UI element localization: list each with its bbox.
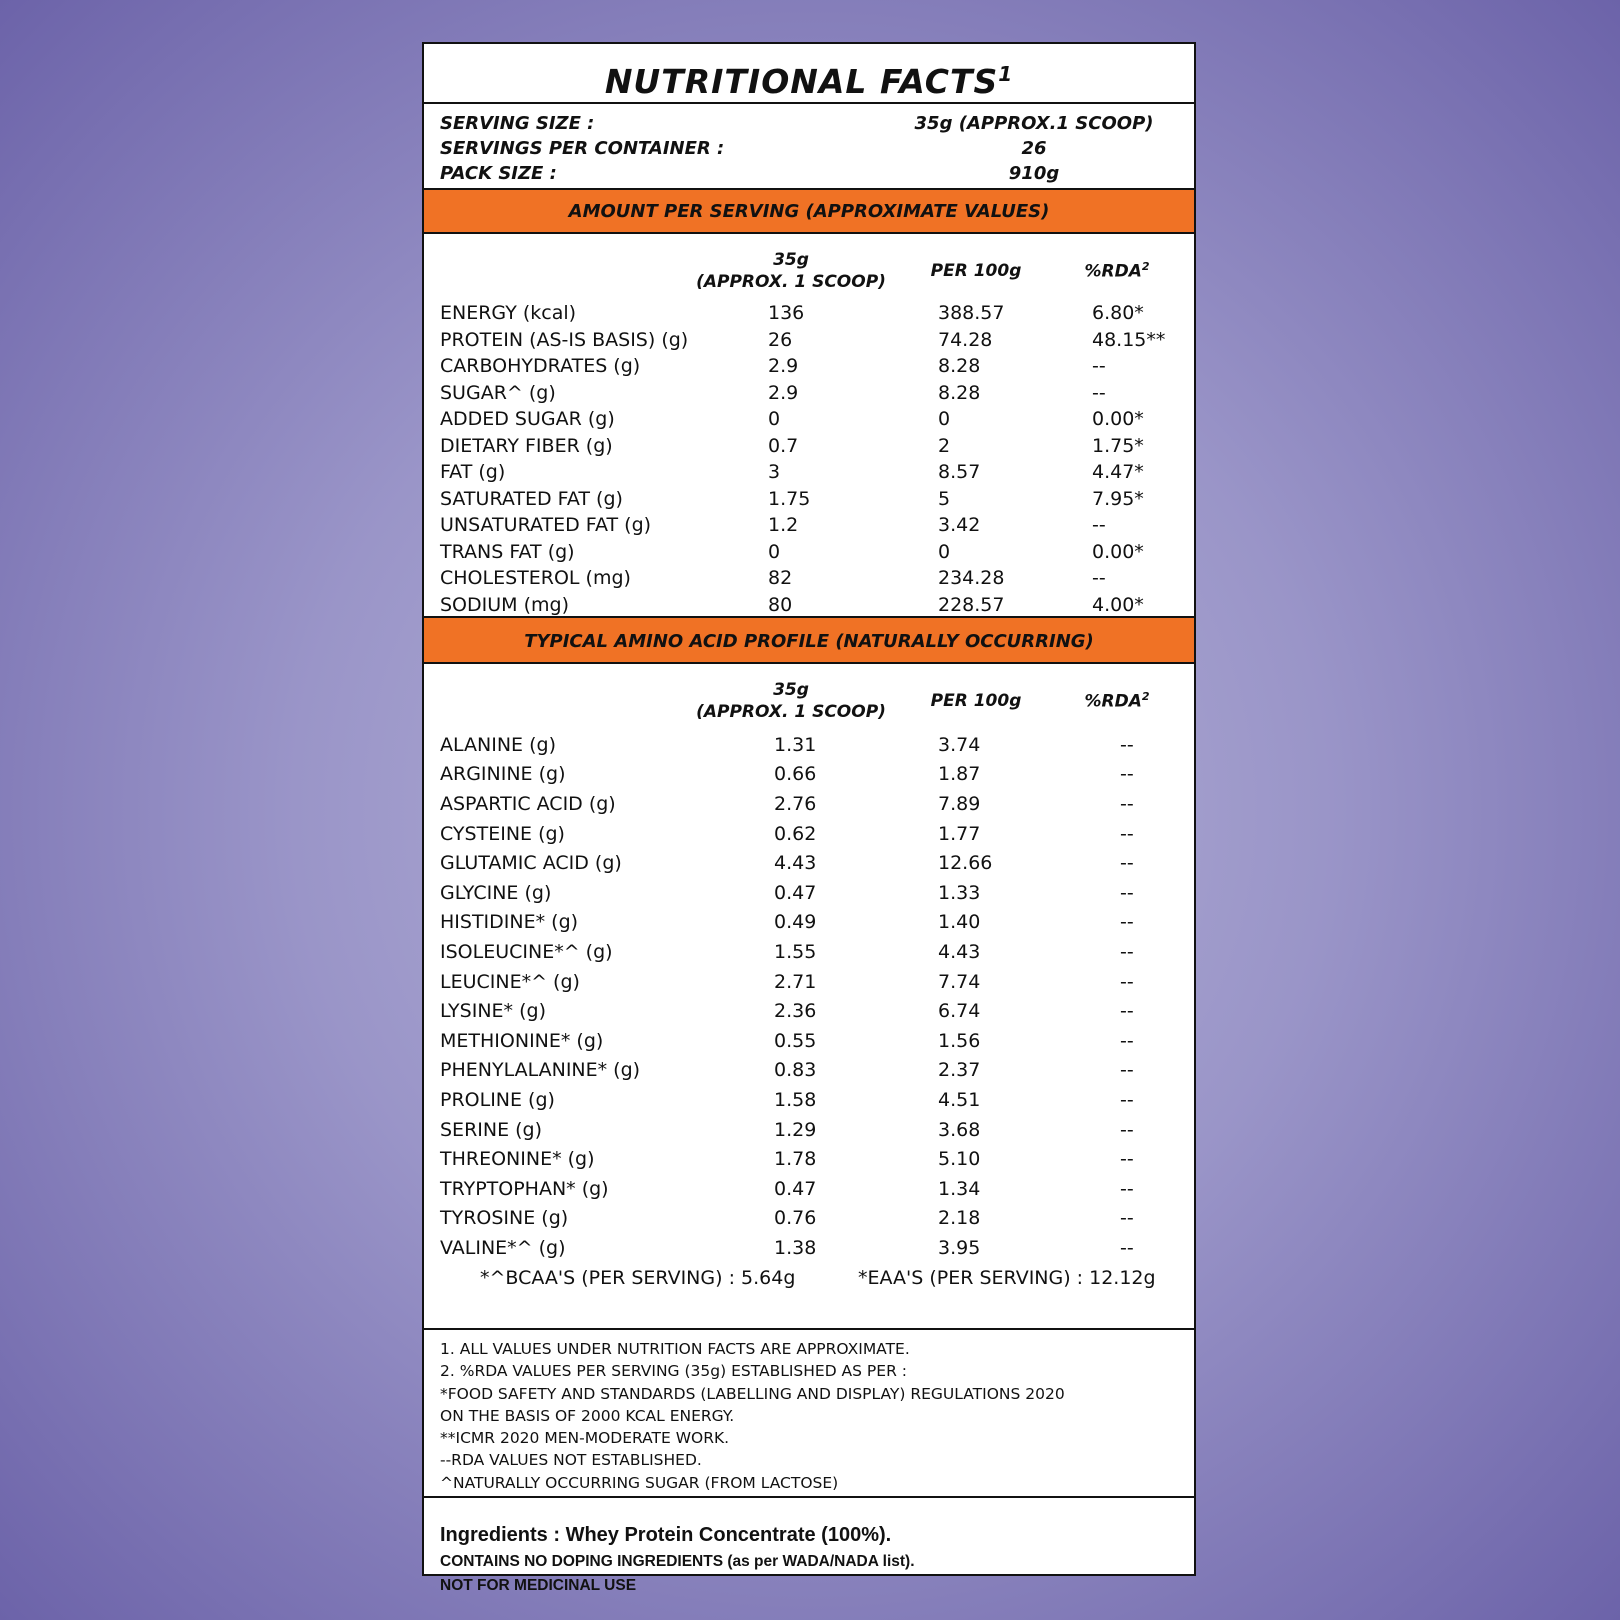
row-per100-value: 7.74 [938, 970, 981, 993]
row-name: CARBOHYDRATES (g) [440, 355, 641, 378]
row-name: PROLINE (g) [440, 1088, 555, 1111]
nutrient-row [440, 539, 1178, 566]
row-name: SODIUM (mg) [440, 593, 569, 616]
nutrient-row [440, 433, 1178, 460]
amino-acid-row [440, 789, 1178, 819]
row-rda-value: 0.00* [1092, 408, 1144, 431]
amino-acid-row [440, 760, 1178, 790]
row-rda-value: 48.15** [1092, 328, 1166, 351]
row-per100-value: 1.34 [938, 1177, 981, 1200]
row-serving-value: 0.76 [774, 1207, 817, 1230]
row-serving-value: 1.31 [774, 733, 817, 756]
row-rda-value: -- [1120, 1177, 1134, 1200]
row-per100-value: 1.56 [938, 1029, 981, 1052]
row-rda-value: -- [1120, 822, 1134, 845]
row-serving-value: 0.7 [768, 434, 799, 457]
row-serving-value: 2.36 [774, 1000, 817, 1023]
nutrition-label [422, 42, 1196, 1594]
row-rda-value: 6.80* [1092, 302, 1144, 325]
footnote: ON THE BASIS OF 2000 KCAL ENERGY. [440, 1406, 735, 1425]
nutrient-row [440, 459, 1178, 486]
row-serving-value: 2.71 [774, 970, 817, 993]
row-name: FAT (g) [440, 461, 506, 484]
row-name: SUGAR^ (g) [440, 381, 556, 404]
row-serving-value: 2.9 [768, 381, 799, 404]
row-per100-value: 0 [938, 408, 951, 431]
label-title: NUTRITIONAL FACTS$^1$ [604, 62, 1014, 101]
row-per100-value: 2 [938, 434, 951, 457]
footnote: 2. %RDA VALUES PER SERVING (35g) ESTABLISHED AS PER : [440, 1362, 907, 1381]
pack-size-row: PACK SIZE : 910g [440, 163, 1060, 184]
row-serving-value: 0 [768, 540, 781, 563]
row-serving-value: 1.78 [774, 1148, 817, 1171]
row-rda-value: -- [1120, 1207, 1134, 1230]
bcaa-total: *^BCAA'S (PER SERVING) : 5.64g [480, 1266, 796, 1289]
footnote: **ICMR 2020 MEN-MODERATE WORK. [440, 1429, 730, 1448]
row-name: LEUCINE*^ (g) [440, 970, 580, 993]
row-serving-value: 0.49 [774, 911, 817, 934]
amino-acid-band: TYPICAL AMINO ACID PROFILE (NATURALLY OCCURRING) [424, 616, 1194, 664]
row-rda-value: -- [1120, 733, 1134, 756]
row-rda-value: -- [1120, 1000, 1134, 1023]
amino-acid-section [424, 664, 1194, 1330]
row-per100-value: 4.51 [938, 1088, 981, 1111]
row-serving-value: 2.9 [768, 355, 799, 378]
row-rda-value: -- [1120, 852, 1134, 875]
row-serving-value: 0.55 [774, 1029, 817, 1052]
row-serving-value: 0.66 [774, 763, 817, 786]
amino-acid-row [440, 908, 1178, 938]
row-serving-value: 0 [768, 408, 781, 431]
row-serving-value: 82 [768, 567, 793, 590]
row-rda-value: -- [1092, 514, 1106, 537]
row-name: CHOLESTEROL (mg) [440, 567, 631, 590]
row-rda-value: 4.00* [1092, 593, 1144, 616]
row-rda-value: 0.00* [1092, 540, 1144, 563]
amino-acid-row [440, 1174, 1178, 1204]
amino-acid-row [440, 1204, 1178, 1234]
amino-acid-row [440, 878, 1178, 908]
doping-statement: CONTAINS NO DOPING INGREDIENTS (as per WADA/NADA list). [440, 1553, 915, 1570]
amino-acid-row [440, 819, 1178, 849]
row-rda-value: -- [1120, 1148, 1134, 1171]
nutrient-row [440, 327, 1178, 354]
row-per100-value: 8.57 [938, 461, 981, 484]
row-serving-value: 0.47 [774, 881, 817, 904]
row-name: PROTEIN (AS-IS BASIS) (g) [440, 328, 689, 351]
amino-acid-row [440, 996, 1178, 1026]
row-name: UNSATURATED FAT (g) [440, 514, 652, 537]
nutrient-row [440, 300, 1178, 327]
row-name: SATURATED FAT (g) [440, 487, 623, 510]
nutrient-row [440, 353, 1178, 380]
footnote: *FOOD SAFETY AND STANDARDS (LABELLING AND DISPLAY) REGULATIONS 2020 [440, 1384, 1065, 1403]
ingredients-text: Ingredients : Whey Protein Concentrate (100%). [440, 1524, 892, 1546]
row-per100-value: 388.57 [938, 302, 1005, 325]
eaa-total: *EAA'S (PER SERVING) : 12.12g [858, 1266, 1156, 1289]
row-per100-value: 3.95 [938, 1236, 981, 1259]
row-name: TRYPTOPHAN* (g) [440, 1177, 609, 1200]
row-name: ADDED SUGAR (g) [440, 408, 615, 431]
nutrient-row [440, 512, 1178, 539]
row-per100-value: 8.28 [938, 381, 981, 404]
nutrient-row [440, 592, 1178, 619]
row-serving-value: 0.62 [774, 822, 817, 845]
row-serving-value: 136 [768, 302, 805, 325]
amino-acid-table [440, 730, 1178, 1263]
amino-acid-row [440, 730, 1178, 760]
row-per100-value: 74.28 [938, 328, 993, 351]
row-per100-value: 1.77 [938, 822, 981, 845]
medicinal-statement: NOT FOR MEDICINAL USE [440, 1577, 637, 1594]
row-rda-value: -- [1120, 1088, 1134, 1111]
row-serving-value: 2.76 [774, 792, 817, 815]
amino-column-headers: 35g (APPROX. 1 SCOOP) PER 100g %RDA$^2$ [696, 680, 1150, 722]
row-rda-value: -- [1120, 763, 1134, 786]
amino-acid-row [440, 1144, 1178, 1174]
row-per100-value: 1.40 [938, 911, 981, 934]
row-serving-value: 1.75 [768, 487, 811, 510]
row-rda-value: -- [1120, 940, 1134, 963]
row-name: LYSINE* (g) [440, 1000, 546, 1023]
row-rda-value: -- [1120, 911, 1134, 934]
amino-acid-row [440, 1233, 1178, 1263]
row-name: ISOLEUCINE*^ (g) [440, 940, 613, 963]
row-name: SERINE (g) [440, 1118, 543, 1141]
amino-acid-row [440, 848, 1178, 878]
row-per100-value: 3.42 [938, 514, 981, 537]
amino-acid-row [440, 1115, 1178, 1145]
row-name: METHIONINE* (g) [440, 1029, 604, 1052]
amino-acid-row [440, 1085, 1178, 1115]
nutrient-row [440, 565, 1178, 592]
row-per100-value: 5 [938, 487, 951, 510]
footnote: ^NATURALLY OCCURRING SUGAR (FROM LACTOSE) [440, 1473, 839, 1492]
row-name: GLYCINE (g) [440, 881, 552, 904]
title-section [424, 44, 1194, 104]
serving-size-row: SERVING SIZE : 35g (APPROX.1 SCOOP) [440, 113, 1154, 134]
row-name: ASPARTIC ACID (g) [440, 792, 616, 815]
row-per100-value: 3.74 [938, 733, 981, 756]
nutrient-row [440, 486, 1178, 513]
amino-acid-row [440, 1026, 1178, 1056]
row-name: PHENYLALANINE* (g) [440, 1059, 641, 1082]
row-rda-value: -- [1120, 970, 1134, 993]
amino-acid-row [440, 937, 1178, 967]
row-per100-value: 7.89 [938, 792, 981, 815]
row-name: DIETARY FIBER (g) [440, 434, 613, 457]
row-rda-value: -- [1120, 1059, 1134, 1082]
row-serving-value: 3 [768, 461, 781, 484]
row-rda-value: -- [1120, 881, 1134, 904]
row-name: ARGININE (g) [440, 763, 566, 786]
row-name: GLUTAMIC ACID (g) [440, 852, 622, 875]
row-rda-value: 7.95* [1092, 487, 1144, 510]
row-per100-value: 1.33 [938, 881, 981, 904]
nutrient-table [440, 300, 1178, 618]
row-name: ALANINE (g) [440, 733, 556, 756]
amino-acid-row [440, 1056, 1178, 1086]
row-name: TYROSINE (g) [440, 1207, 569, 1230]
row-serving-value: 1.38 [774, 1236, 817, 1259]
bcaa-eaa-summary [440, 1263, 1178, 1293]
row-rda-value: -- [1092, 567, 1106, 590]
row-name: CYSTEINE (g) [440, 822, 565, 845]
footnote: --RDA VALUES NOT ESTABLISHED. [440, 1451, 702, 1470]
row-rda-value: -- [1120, 1029, 1134, 1052]
row-per100-value: 228.57 [938, 593, 1005, 616]
row-per100-value: 5.10 [938, 1148, 981, 1171]
row-rda-value: -- [1120, 792, 1134, 815]
amino-acid-row [440, 967, 1178, 997]
row-per100-value: 3.68 [938, 1118, 981, 1141]
serving-info [424, 104, 1194, 190]
nutrients-section [424, 234, 1194, 658]
footnote: 1. ALL VALUES UNDER NUTRITION FACTS ARE APPROXIMATE. [440, 1340, 910, 1358]
row-per100-value: 1.87 [938, 763, 981, 786]
row-rda-value: -- [1120, 1118, 1134, 1141]
row-name: ENERGY (kcal) [440, 302, 577, 325]
servings-per-container-row: SERVINGS PER CONTAINER : 26 [440, 138, 1047, 159]
row-name: VALINE*^ (g) [440, 1236, 566, 1259]
row-serving-value: 26 [768, 328, 793, 351]
row-serving-value: 0.47 [774, 1177, 817, 1200]
row-rda-value: 1.75* [1092, 434, 1144, 457]
row-serving-value: 80 [768, 593, 793, 616]
row-rda-value: -- [1092, 381, 1106, 404]
row-per100-value: 2.37 [938, 1059, 981, 1082]
row-name: TRANS FAT (g) [440, 540, 575, 563]
ingredients-section [424, 1498, 1194, 1598]
nutrient-column-headers: 35g (APPROX. 1 SCOOP) PER 100g %RDA$^2$ [696, 250, 1150, 292]
row-serving-value: 1.58 [774, 1088, 817, 1111]
row-rda-value: -- [1092, 355, 1106, 378]
amount-per-serving-band: AMOUNT PER SERVING (APPROXIMATE VALUES) [424, 190, 1194, 234]
row-rda-value: -- [1120, 1236, 1134, 1259]
row-per100-value: 12.66 [938, 852, 993, 875]
row-rda-value: 4.47* [1092, 461, 1144, 484]
nutrient-row [440, 406, 1178, 433]
row-per100-value: 6.74 [938, 1000, 981, 1023]
row-serving-value: 1.2 [768, 514, 799, 537]
row-per100-value: 4.43 [938, 940, 981, 963]
row-per100-value: 234.28 [938, 567, 1005, 590]
row-serving-value: 4.43 [774, 852, 817, 875]
row-per100-value: 0 [938, 540, 951, 563]
row-per100-value: 8.28 [938, 355, 981, 378]
row-serving-value: 0.83 [774, 1059, 817, 1082]
footnotes [424, 1330, 1194, 1498]
row-serving-value: 1.55 [774, 940, 817, 963]
row-name: THREONINE* (g) [440, 1148, 595, 1171]
nutrient-row [440, 380, 1178, 407]
row-name: HISTIDINE* (g) [440, 911, 579, 934]
row-serving-value: 1.29 [774, 1118, 817, 1141]
row-per100-value: 2.18 [938, 1207, 981, 1230]
